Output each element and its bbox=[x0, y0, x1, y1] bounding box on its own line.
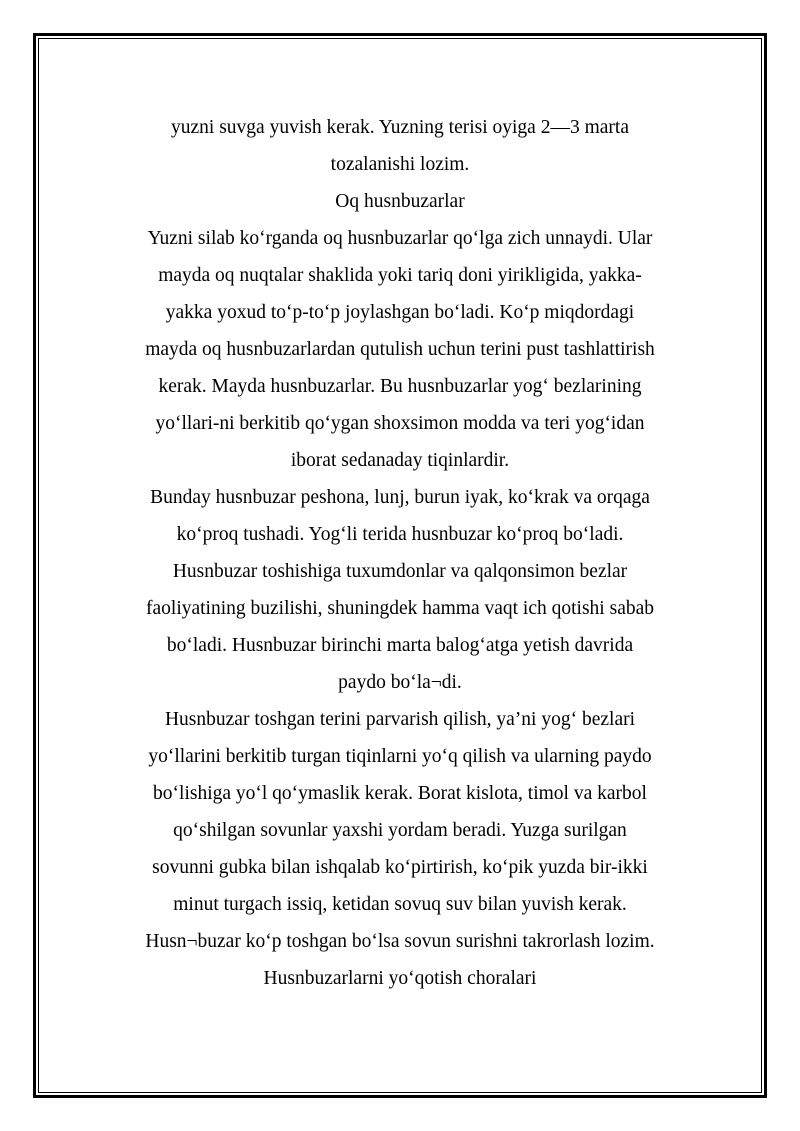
text-line: Husnbuzar toshishiga tuxumdonlar va qalqonsimon bezlar bbox=[172, 561, 628, 582]
text-line: kerak. Mayda husnbuzarlar. Bu husnbuzarlar yog‘ bezlarining bbox=[158, 376, 642, 397]
text-line: Husnbuzar toshgan terini parvarish qilish, ya’ni yog‘ bezlari bbox=[164, 709, 636, 730]
section-heading: Husnbuzarlarni yo‘qotish choralari bbox=[263, 968, 537, 989]
text-line: ko‘proq tushadi. Yog‘li terida husnbuzar ko‘proq bo‘ladi. bbox=[176, 524, 624, 545]
text-line: yo‘llari-ni berkitib qo‘ygan shoxsimon modda va teri yog‘idan bbox=[155, 413, 645, 434]
text-line: tozalanishi lozim. bbox=[330, 154, 470, 175]
text-line: yo‘llarini berkitib turgan tiqinlarni yo‘q qilish va ularning paydo bbox=[148, 746, 652, 767]
text-line: Bunday husnbuzar peshona, lunj, burun iyak, ko‘krak va orqaga bbox=[150, 487, 650, 508]
text-line: Yuzni silab ko‘rganda oq husnbuzarlar qo‘lga zich unnaydi. Ular bbox=[147, 228, 653, 249]
section-heading: Oq husnbuzarlar bbox=[335, 191, 465, 212]
text-line: mayda oq husnbuzarlardan qutulish uchun terini pust tashlattirish bbox=[145, 339, 655, 360]
text-line: faoliyatining buzilishi, shuningdek hamma vaqt ich qotishi sabab bbox=[146, 598, 654, 619]
text-line: bo‘lishiga yo‘l qo‘ymaslik kerak. Borat kislota, timol va karbol bbox=[153, 783, 647, 804]
text-line: iborat sedanaday tiqinlardir. bbox=[290, 450, 510, 471]
text-line: minut turgach issiq, ketidan sovuq suv bilan yuvish kerak. bbox=[173, 894, 627, 915]
text-line: bo‘ladi. Husnbuzar birinchi marta balog‘atga yetish davrida bbox=[166, 635, 634, 656]
text-line: yuzni suvga yuvish kerak. Yuzning terisi oyiga 2—3 marta bbox=[171, 117, 629, 138]
text-line: paydo bo‘la¬di. bbox=[338, 672, 462, 693]
document-body bbox=[95, 109, 705, 997]
text-line: sovunni gubka bilan ishqalab ko‘pirtirish, ko‘pik yuzda bir-ikki bbox=[152, 857, 648, 878]
text-line: mayda oq nuqtalar shaklida yoki tariq doni yirikligida, yakka- bbox=[158, 265, 642, 286]
text-line: yakka yoxud to‘p-to‘p joylashgan bo‘ladi. Ko‘p miqdordagi bbox=[165, 302, 635, 323]
text-line: qo‘shilgan sovunlar yaxshi yordam beradi. Yuzga surilgan bbox=[173, 820, 627, 841]
text-line: Husn¬buzar ko‘p toshgan bo‘lsa sovun surishni takrorlash lozim. bbox=[145, 931, 655, 952]
